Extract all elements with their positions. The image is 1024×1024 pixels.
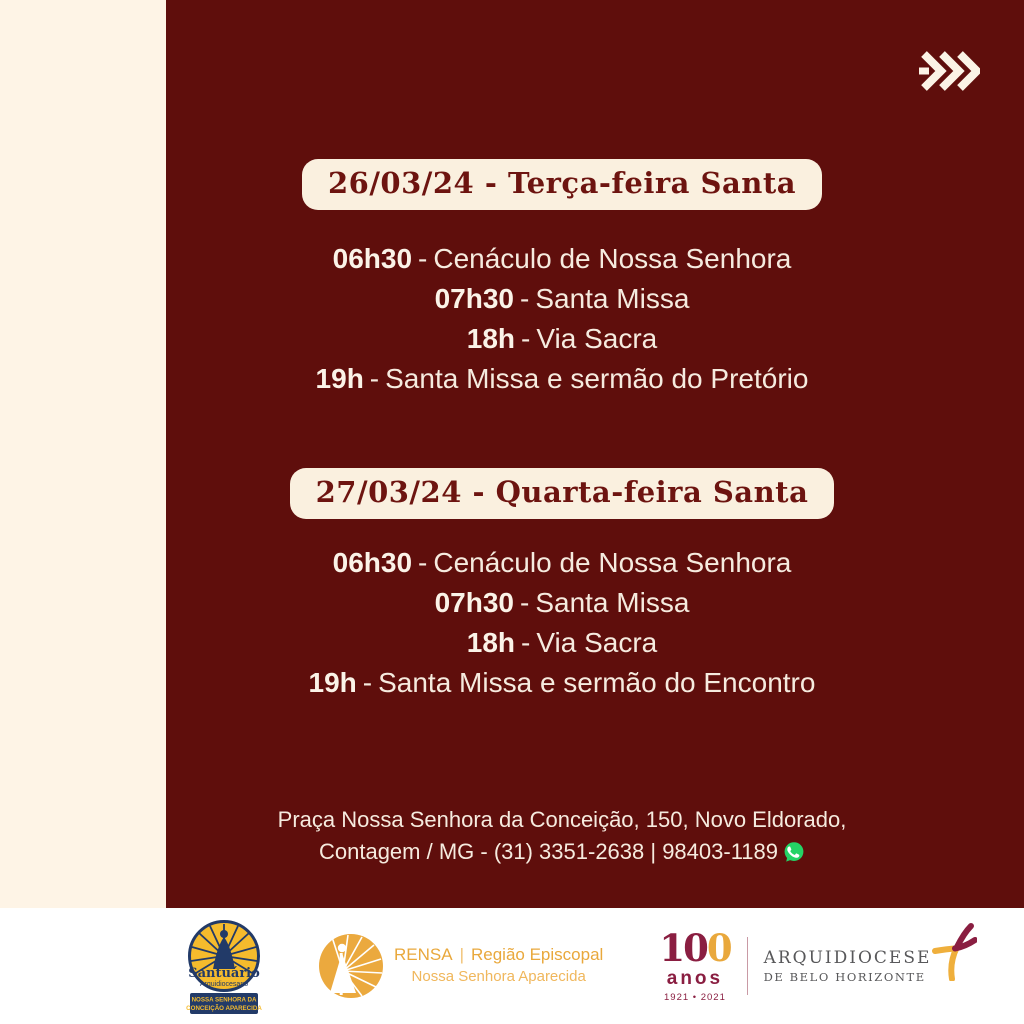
centenary-number <box>659 925 731 970</box>
centenary-word: anos <box>666 967 724 989</box>
badge-title: Santuário <box>188 966 260 981</box>
digit: 0 <box>683 925 707 970</box>
rensa-region: Região Episcopal <box>471 945 604 965</box>
rensa-logo <box>318 933 603 999</box>
badge-band-line2: CONCEIÇÃO APARECIDA <box>186 1005 262 1012</box>
event-time: 19h <box>315 362 364 394</box>
digit: 1 <box>659 925 684 970</box>
separator: - <box>520 586 530 618</box>
logo-footer <box>0 908 1024 1024</box>
event-label: Via Sacra <box>536 626 658 658</box>
separator: - <box>521 322 531 354</box>
event-time: 07h30 <box>434 282 514 314</box>
event-time: 18h <box>466 322 516 354</box>
cross-icon <box>931 923 977 981</box>
date-header-tuesday: 26/03/24 - Terça-feira Santa <box>302 159 822 210</box>
separator: - <box>418 242 428 274</box>
event-label: Santa Missa <box>535 282 690 314</box>
event-time: 06h30 <box>332 242 413 274</box>
rensa-subtitle: Nossa Senhora Aparecida <box>411 968 586 986</box>
whatsapp-icon[interactable] <box>783 841 805 863</box>
event-label: Santa Missa e sermão do Encontro <box>378 666 816 698</box>
separator: - <box>521 626 531 658</box>
date-header-wednesday: 27/03/24 - Quarta-feira Santa <box>290 468 835 519</box>
event-time: 06h30 <box>332 546 413 578</box>
separator: - <box>362 666 373 698</box>
event-label: Cenáculo de Nossa Senhora <box>433 242 792 274</box>
separator: - <box>369 362 380 394</box>
schedule-line <box>166 279 958 319</box>
schedule-list-tuesday <box>166 239 958 399</box>
schedule-line <box>166 583 958 623</box>
schedule-line <box>166 239 958 279</box>
main-panel <box>166 0 1024 908</box>
rensa-text <box>394 944 603 987</box>
centenary-archdiocese-group <box>659 925 971 1003</box>
rensa-divider: | <box>459 945 464 965</box>
event-label: Santa Missa <box>535 586 690 618</box>
schedule-content <box>166 0 958 868</box>
vertical-divider <box>747 937 748 995</box>
event-time: 07h30 <box>434 586 514 618</box>
event-label: Santa Missa e sermão do Pretório <box>385 362 809 394</box>
schedule-line <box>166 359 958 399</box>
separator: - <box>418 546 428 578</box>
digit-gold: 0 <box>706 925 731 970</box>
left-cream-strip <box>0 0 166 908</box>
address-line2: Contagem / MG - (31) 3351-2638 | 98403-1189 <box>318 838 779 864</box>
event-time: 18h <box>466 626 516 658</box>
schedule-line <box>166 663 958 703</box>
badge-band-line1: NOSSA SENHORA DA <box>191 996 257 1004</box>
schedule-line <box>166 543 958 583</box>
centenary-logo <box>659 925 731 1003</box>
event-time: 19h <box>308 666 357 698</box>
separator: - <box>520 282 530 314</box>
badge-subtitle: Arquidiocesano <box>199 981 249 988</box>
schedule-list-wednesday <box>166 543 958 703</box>
archdiocese-name: ARQUIDIOCESE <box>763 948 932 969</box>
schedule-line <box>166 623 958 663</box>
address-block <box>166 804 958 868</box>
sanctuary-badge-logo <box>186 917 262 1015</box>
archdiocese-city: DE BELO HORIZONTE <box>763 969 926 984</box>
archdiocese-logo <box>764 947 972 984</box>
rensa-emblem-icon <box>318 933 384 999</box>
schedule-line <box>166 319 958 359</box>
address-line1: Praça Nossa Senhora da Conceição, 150, Novo Eldorado, <box>277 806 847 832</box>
centenary-years: 1921 • 2021 <box>664 991 726 1003</box>
event-label: Cenáculo de Nossa Senhora <box>433 546 792 578</box>
rensa-name: RENSA <box>394 945 453 965</box>
event-label: Via Sacra <box>536 322 658 354</box>
address-line2-wrap <box>166 836 958 868</box>
